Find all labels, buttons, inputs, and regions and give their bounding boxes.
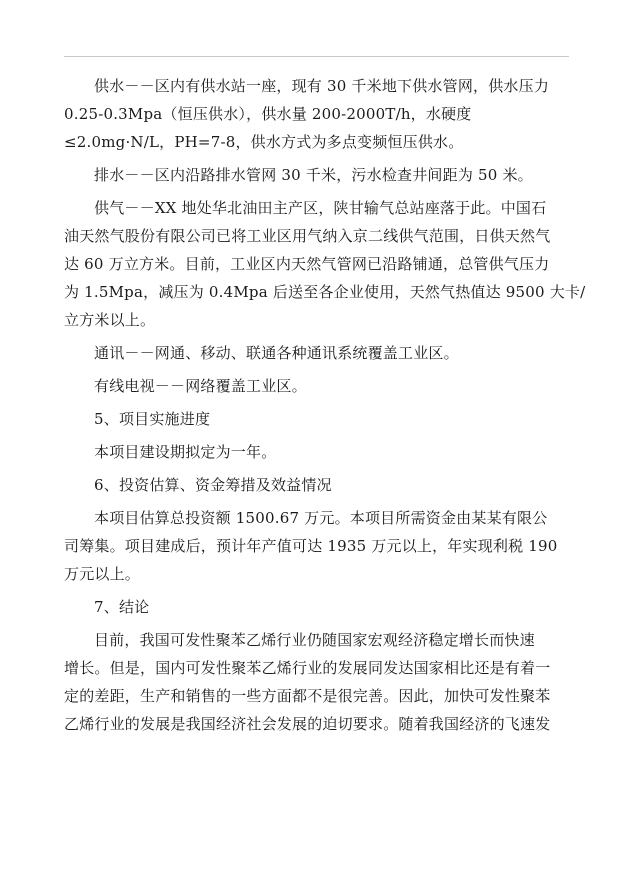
text-line: 乙烯行业的发展是我国经济社会发展的迫切要求。随着我国经济的飞速发: [64, 715, 551, 733]
text-line: 油天然气股份有限公司已将工业区用气纳入京二线供气范围，日供天然气: [64, 227, 551, 245]
section-heading-conclusion: [64, 593, 569, 621]
text-line: 通讯－－网通、移动、联通各种通讯系统覆盖工业区。: [94, 344, 459, 362]
section-heading-investment: [64, 471, 569, 499]
header-rule: [64, 56, 569, 57]
document-body: [64, 72, 586, 738]
text-line: 达 60 万立方米。目前，工业区内天然气管网已沿路铺通，总管供气压力: [64, 255, 550, 273]
paragraph-gas-supply: [64, 194, 586, 334]
text-line: 6、投资估算、资金筹措及效益情况: [94, 476, 332, 494]
paragraph-investment: [64, 504, 569, 588]
text-line: 7、结论: [94, 598, 150, 616]
text-line: 立方米以上。: [64, 311, 156, 329]
text-line: 0.25-0.3Mpa（恒压供水），供水量 200-2000T/h，水硬度: [64, 105, 472, 123]
text-line: ≤2.0mg·N/L，PH=7-8，供水方式为多点变频恒压供水。: [64, 133, 464, 151]
text-line: 本项目估算总投资额 1500.67 万元。本项目所需资金由某某有限公: [94, 509, 548, 527]
paragraph-schedule: [64, 438, 569, 466]
text-line: 目前，我国可发性聚苯乙烯行业仍随国家宏观经济稳定增长而快速: [94, 631, 535, 649]
text-line: 排水－－区内沿路排水管网 30 千米，污水检查井间距为 50 米。: [94, 166, 533, 184]
paragraph-cable-tv: [64, 372, 569, 400]
section-heading-schedule: [64, 405, 569, 433]
text-line: 定的差距，生产和销售的一些方面都不是很完善。因此，加快可发性聚苯: [64, 687, 551, 705]
text-line: 有线电视－－网络覆盖工业区。: [94, 377, 307, 395]
text-line: 万元以上。: [64, 565, 141, 583]
text-line: 增长。但是，国内可发性聚苯乙烯行业的发展同发达国家相比还是有着一: [64, 659, 551, 677]
text-line: 本项目建设期拟定为一年。: [94, 443, 277, 461]
text-line: 司筹集。项目建成后，预计年产值可达 1935 万元以上，年实现利税 190: [64, 537, 558, 555]
text-line: 5、项目实施进度: [94, 410, 211, 428]
paragraph-drainage: [64, 161, 569, 189]
text-line: 供气－－XX 地处华北油田主产区，陕甘输气总站座落于此。中国石: [94, 199, 547, 217]
paragraph-telecom: [64, 339, 569, 367]
paragraph-water-supply: [64, 72, 569, 156]
text-line: 供水－－区内有供水站一座，现有 30 千米地下供水管网，供水压力: [94, 77, 550, 95]
text-line: 为 1.5Mpa，减压为 0.4Mpa 后送至各企业使用，天然气热值达 9500 大卡/: [64, 283, 586, 301]
paragraph-conclusion: [64, 626, 569, 738]
